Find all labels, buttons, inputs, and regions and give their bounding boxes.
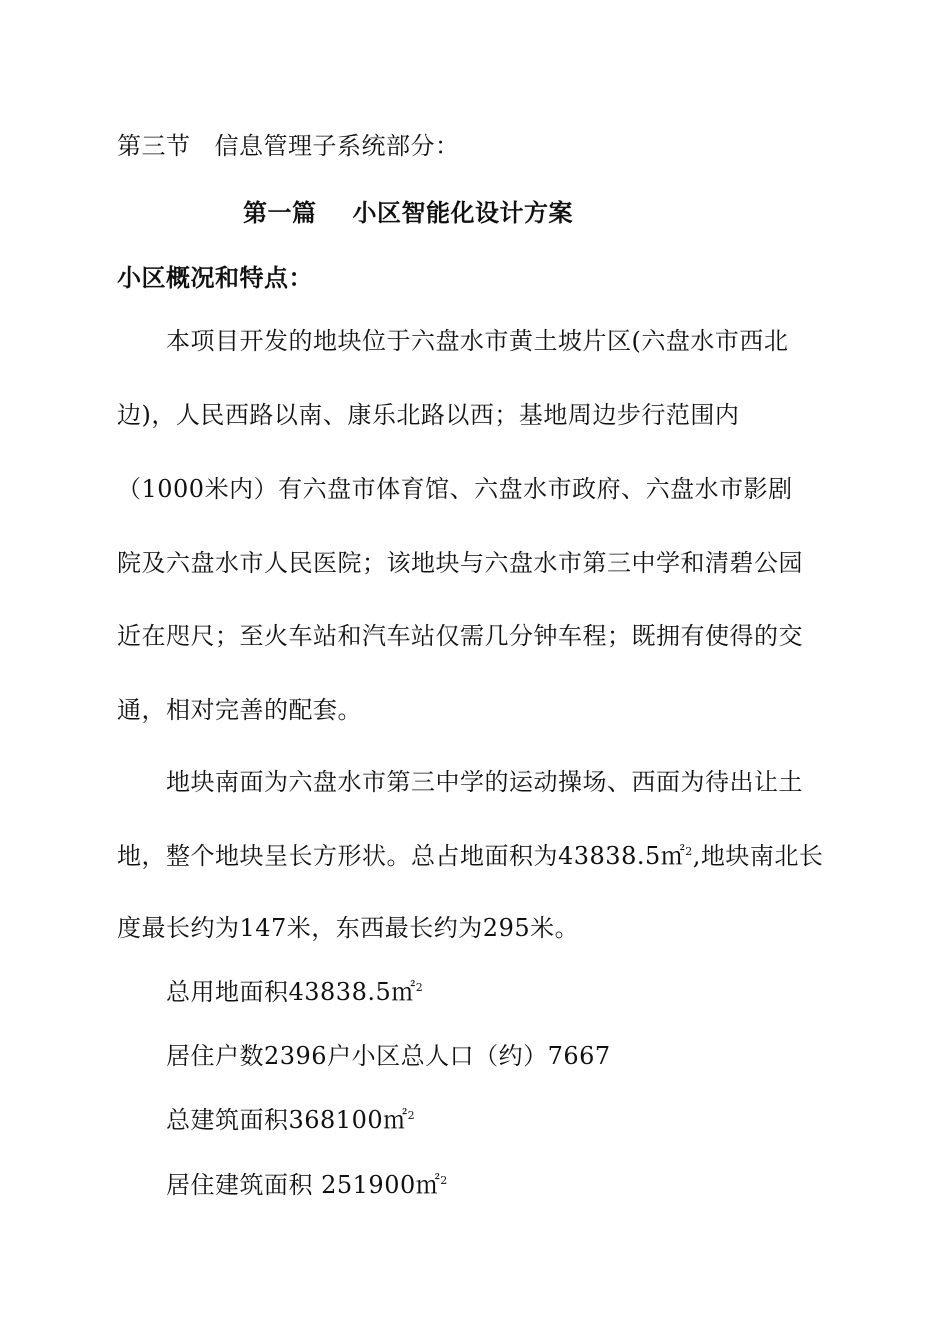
subheading: 小区概况和特点： [117,264,313,292]
paragraph1-line: 本项目开发的地块位于六盘水市黄土坡片区(六盘水市西北 [166,327,789,355]
area-text: 地，整个地块呈长方形状。总占地面积为43838.5㎡ [117,842,686,870]
chapter-title [243,198,573,228]
area-text-cont: ,地块南北长 [692,842,824,870]
paragraph1-line: 院及六盘水市人民医院；该地块与六盘水市第三中学和清碧公园 [117,549,803,577]
chapter-number: 第一篇 [243,199,317,227]
paragraph1-line: 近在咫尺；至火车站和汽车站仅需几分钟车程；既拥有使得的交 [117,622,803,650]
paragraph1-line: （1000米内）有六盘市体育馆、六盘水市政府、六盘水市影剧 [117,475,793,503]
paragraph1-line: 边)，人民西路以南、康乐北路以西；基地周边步行范围内 [117,401,740,429]
stat-households: 居住户数2396户小区总人口（约）7667 [166,1042,611,1070]
paragraph2-line [117,841,823,871]
section-number: 第三节 [117,132,191,160]
superscript: 2 [440,1174,448,1187]
stat-total-land-area: 总用地面积43838.5㎡$^2$ [166,978,424,1006]
superscript: 2 [415,981,424,994]
section-title: 信息管理子系统部分： [214,132,460,160]
stat-residential-area: 居住建筑面积 251900㎡$^2$ [166,1171,448,1199]
superscript: 2 [407,1109,416,1122]
chapter-name: 小区智能化设计方案 [352,199,573,227]
paragraph2-line: 度最长约为147米，东西最长约为295米。 [117,914,580,942]
paragraph2-line: 地块南面为六盘水市第三中学的运动操场、西面为待出让土 [166,768,803,796]
stat-total-building-area: 总建筑面积368100㎡$^2$ [166,1106,416,1134]
section-heading [117,131,460,161]
superscript: 2 [685,845,693,858]
paragraph1-line: 通，相对完善的配套。 [117,696,362,724]
